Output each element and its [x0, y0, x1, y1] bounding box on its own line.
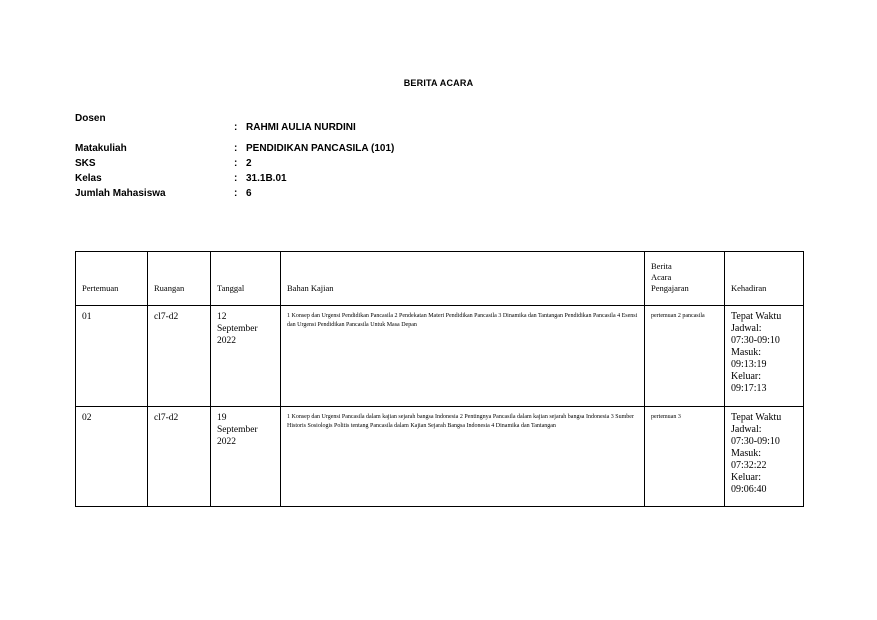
- cell-ruangan: cl7-d2: [148, 306, 211, 407]
- jumlah-mahasiswa-value: 6: [246, 188, 252, 199]
- jumlah-mahasiswa-label: Jumlah Mahasiswa: [75, 188, 166, 199]
- cell-tanggal: 12 September 2022: [211, 306, 281, 407]
- cell-ruangan: cl7-d2: [148, 407, 211, 507]
- table-row: [76, 306, 804, 407]
- cell-kehadiran: Tepat Waktu Jadwal: 07:30-09:10 Masuk: 07:32:22 Keluar: 09:06:40: [725, 407, 804, 507]
- kelas-colon: :: [234, 173, 238, 184]
- cell-berita-acara: pertemuan 3: [645, 407, 725, 507]
- cell-bahan-kajian: 1 Konsep dan Urgensi Pendidikan Pancasila 2 Pendekatan Materi Pendidikan Pancasila 3 Dinamika dan Tantangan Pendidikan Pancasila 4 Esensi dan Urgensi Pendidikan Pancasila Untuk Masa Depan: [281, 306, 645, 407]
- dosen-value: RAHMI AULIA NURDINI: [246, 122, 356, 133]
- table-row: [76, 407, 804, 507]
- table-header-row: [76, 252, 804, 306]
- cell-pertemuan: 01: [76, 306, 148, 407]
- header-tanggal: Tanggal: [211, 252, 281, 306]
- kelas-label: Kelas: [75, 173, 102, 184]
- matakuliah-value: PENDIDIKAN PANCASILA (101): [246, 143, 395, 154]
- header-ruangan: Ruangan: [148, 252, 211, 306]
- cell-tanggal: 19 September 2022: [211, 407, 281, 507]
- sks-colon: :: [234, 158, 238, 169]
- attendance-table: [75, 251, 804, 507]
- matakuliah-label: Matakuliah: [75, 143, 127, 154]
- cell-kehadiran: Tepat Waktu Jadwal: 07:30-09:10 Masuk: 09:13:19 Keluar: 09:17:13: [725, 306, 804, 407]
- header-bahan-kajian: Bahan Kajian: [281, 252, 645, 306]
- dosen-colon: :: [234, 122, 238, 133]
- cell-berita-acara: pertemuan 2 pancasila: [645, 306, 725, 407]
- jumlah-mahasiswa-colon: :: [234, 188, 238, 199]
- cell-pertemuan: 02: [76, 407, 148, 507]
- header-kehadiran: Kehadiran: [725, 252, 804, 306]
- page-title: BERITA ACARA: [403, 78, 474, 88]
- dosen-label: Dosen: [75, 113, 106, 124]
- matakuliah-colon: :: [234, 143, 238, 154]
- header-pertemuan: Pertemuan: [76, 252, 148, 306]
- cell-bahan-kajian: 1 Konsep dan Urgensi Pancasila dalam kajian sejarah bangsa Indonesia 2 Pentingnya Pancasila dalam kajian sejarah bangsa Indonesia 3 Sumber Historis Sosiologis Politis tentang Pancasila dalam Kajian Sejarah Bangsa Indonesia 4 Dinamika dan Tantangan: [281, 407, 645, 507]
- header-berita-acara: Berita Acara Pengajaran: [645, 252, 725, 306]
- kelas-value: 31.1B.01: [246, 173, 287, 184]
- sks-value: 2: [246, 158, 252, 169]
- sks-label: SKS: [75, 158, 96, 169]
